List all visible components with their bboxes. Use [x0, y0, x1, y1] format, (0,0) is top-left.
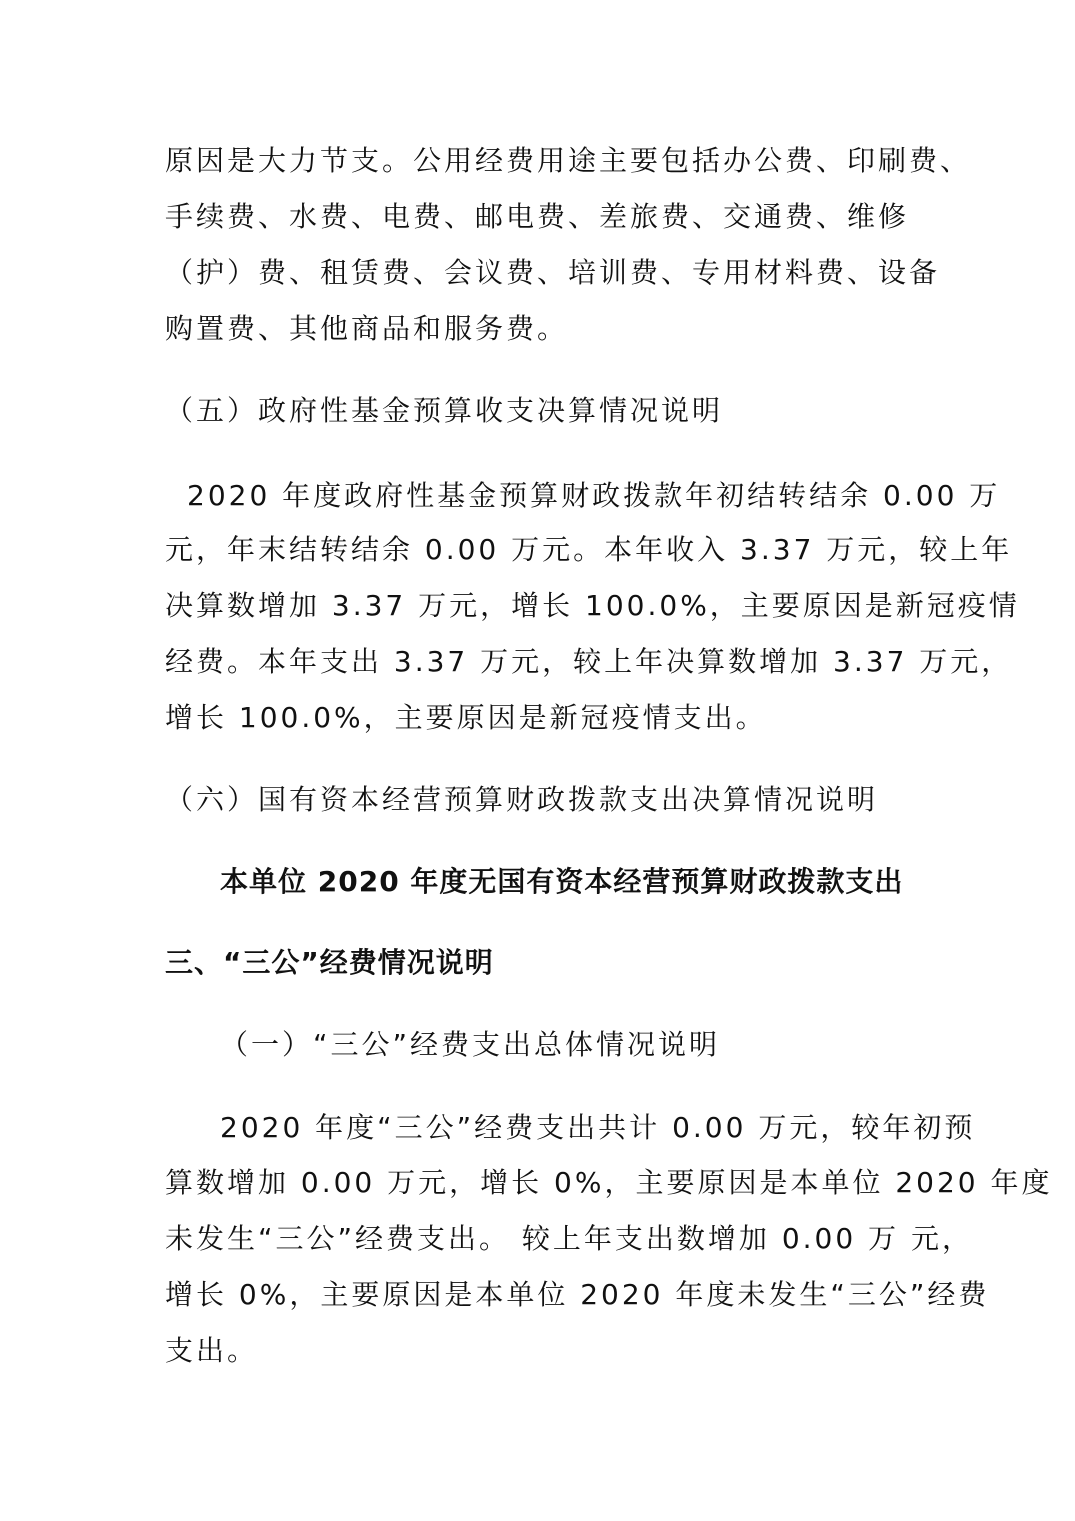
paragraph-line: 2020 年度“三公”经费支出共计 0.00 万元，较年初预 [220, 1111, 976, 1144]
paragraph-line: 算数增加 0.00 万元，增长 0%，主要原因是本单位 2020 年度 [165, 1166, 1053, 1199]
sub-heading-three-public: （一）“三公”经费支出总体情况说明 [220, 1028, 721, 1061]
paragraph-line: 原因是大力节支。公用经费用途主要包括办公费、印刷费、 [165, 144, 972, 177]
paragraph-line: 手续费、水费、电费、邮电费、差旅费、交通费、维修 [165, 200, 910, 233]
paragraph-line: 决算数增加 3.37 万元，增长 100.0%，主要原因是新冠疫情 [165, 589, 1020, 622]
section-6-statement: 本单位 2020 年度无国有资本经营预算财政拨款支出 [220, 865, 904, 898]
section-heading-6: （六）国有资本经营预算财政拨款支出决算情况说明 [165, 783, 879, 816]
paragraph-line: 支出。 [165, 1334, 259, 1367]
section-heading-three: 三、“三公”经费情况说明 [165, 946, 494, 979]
paragraph-line: 购置费、其他商品和服务费。 [165, 312, 569, 345]
paragraph-line: 增长 100.0%，主要原因是新冠疫情支出。 [165, 701, 767, 734]
paragraph-line: 2020 年度政府性基金预算财政拨款年初结转结余 0.00 万 [187, 479, 1001, 512]
section-heading-5: （五）政府性基金预算收支决算情况说明 [165, 394, 724, 427]
paragraph-line: 未发生“三公”经费支出。 较上年支出数增加 0.00 万 元， [165, 1222, 973, 1255]
paragraph-line: 增长 0%，主要原因是本单位 2020 年度未发生“三公”经费 [165, 1278, 990, 1311]
paragraph-line: 元，年末结转结余 0.00 万元。本年收入 3.37 万元，较上年 [165, 533, 1013, 566]
paragraph-line: （护）费、租赁费、会议费、培训费、专用材料费、设备 [165, 256, 941, 289]
paragraph-line: 经费。本年支出 3.37 万元，较上年决算数增加 3.37 万元， [165, 645, 1013, 678]
